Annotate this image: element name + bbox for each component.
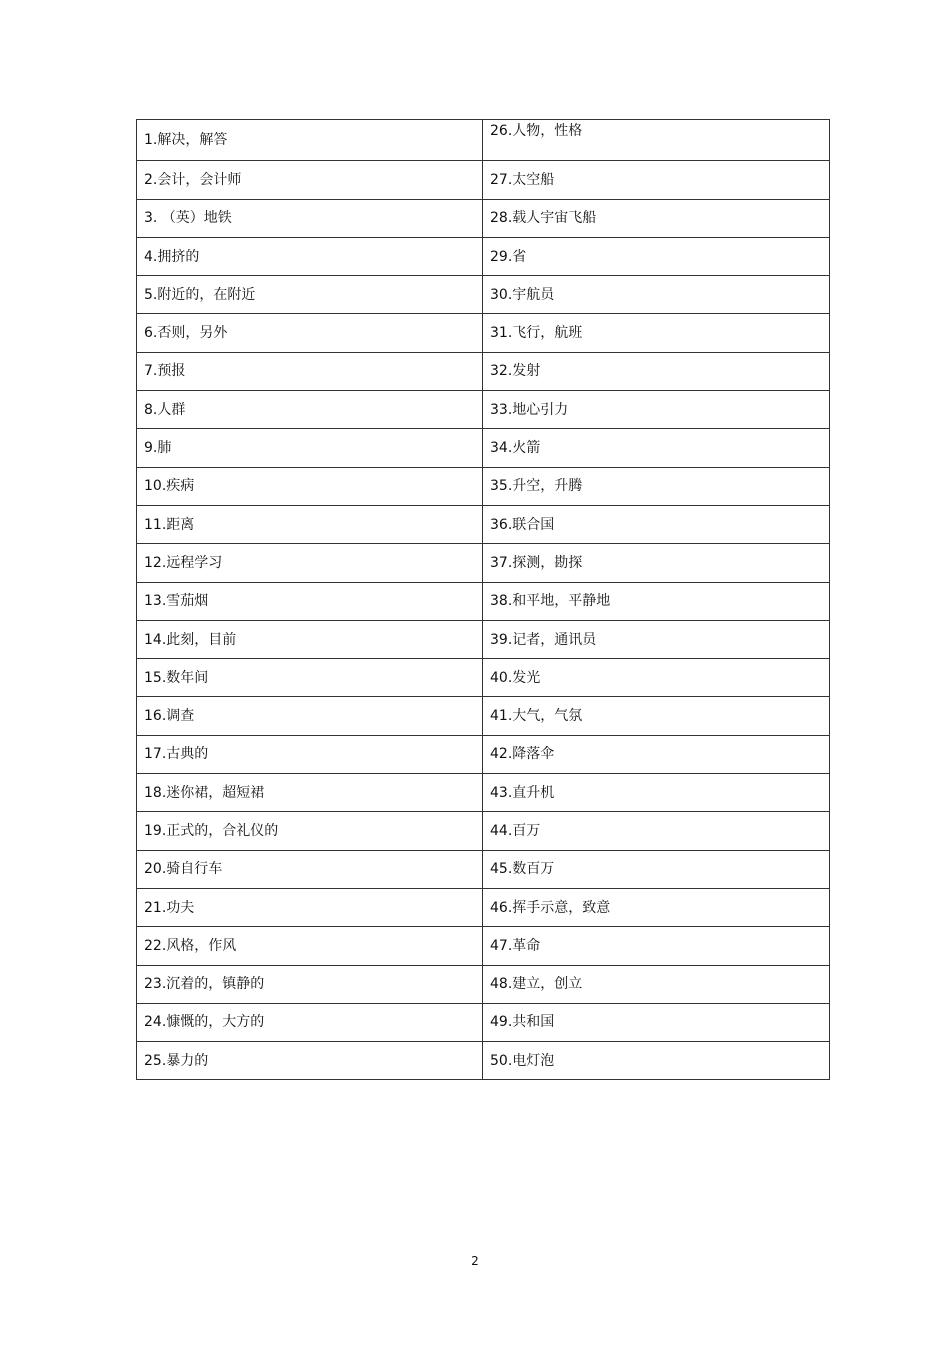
vocab-cell-right: 42.降落伞 (483, 735, 830, 773)
vocab-cell-left: 12.远程学习 (137, 544, 483, 582)
table-row (137, 314, 830, 352)
table-row (137, 659, 830, 697)
vocab-cell-left: 24.慷慨的，大方的 (137, 1003, 483, 1041)
vocab-cell-left: 21.功夫 (137, 888, 483, 926)
vocab-cell-left: 2.会计，会计师 (137, 161, 483, 199)
table-row (137, 1003, 830, 1041)
table-row (137, 161, 830, 199)
vocab-cell-left: 25.暴力的 (137, 1042, 483, 1080)
table-row (137, 850, 830, 888)
vocab-cell-right: 49.共和国 (483, 1003, 830, 1041)
vocab-cell-right: 44.百万 (483, 812, 830, 850)
table-row (137, 120, 830, 161)
vocab-cell-left: 15.数年间 (137, 659, 483, 697)
vocab-cell-left: 13.雪茄烟 (137, 582, 483, 620)
vocab-cell-left: 5.附近的，在附近 (137, 276, 483, 314)
vocab-cell-left: 6.否则，另外 (137, 314, 483, 352)
table-row (137, 391, 830, 429)
table-row (137, 1042, 830, 1080)
vocab-cell-right: 27.太空船 (483, 161, 830, 199)
table-row (137, 429, 830, 467)
vocab-cell-right: 33.地心引力 (483, 391, 830, 429)
vocab-cell-right: 29.省 (483, 237, 830, 275)
vocab-cell-right: 38.和平地，平静地 (483, 582, 830, 620)
vocab-cell-left: 1.解决，解答 (137, 120, 483, 161)
table-row (137, 505, 830, 543)
vocab-cell-left: 20.骑自行车 (137, 850, 483, 888)
vocab-cell-right: 35.升空，升腾 (483, 467, 830, 505)
table-row (137, 467, 830, 505)
table-row (137, 237, 830, 275)
vocab-cell-left: 3. （英）地铁 (137, 199, 483, 237)
vocab-cell-left: 16.调查 (137, 697, 483, 735)
vocab-cell-left: 19.正式的，合礼仪的 (137, 812, 483, 850)
vocab-cell-right: 26.人物，性格 (483, 120, 830, 161)
vocab-cell-left: 11.距离 (137, 505, 483, 543)
vocabulary-table (136, 119, 830, 1080)
vocab-cell-right: 41.大气，气氛 (483, 697, 830, 735)
vocab-cell-right: 46.挥手示意，致意 (483, 888, 830, 926)
table-row (137, 697, 830, 735)
table-row (137, 812, 830, 850)
table-row (137, 352, 830, 390)
vocab-cell-right: 50.电灯泡 (483, 1042, 830, 1080)
table-row (137, 620, 830, 658)
table-row (137, 544, 830, 582)
vocab-cell-left: 10.疾病 (137, 467, 483, 505)
vocab-cell-right: 28.载人宇宙飞船 (483, 199, 830, 237)
vocab-cell-right: 30.宇航员 (483, 276, 830, 314)
vocab-cell-left: 8.人群 (137, 391, 483, 429)
vocab-cell-left: 18.迷你裙，超短裙 (137, 774, 483, 812)
vocab-cell-right: 36.联合国 (483, 505, 830, 543)
vocab-cell-left: 9.肺 (137, 429, 483, 467)
vocab-cell-right: 47.革命 (483, 927, 830, 965)
vocab-cell-left: 23.沉着的，镇静的 (137, 965, 483, 1003)
vocab-cell-right: 34.火箭 (483, 429, 830, 467)
vocab-cell-left: 4.拥挤的 (137, 237, 483, 275)
table-row (137, 927, 830, 965)
vocab-cell-right: 31.飞行，航班 (483, 314, 830, 352)
vocab-cell-left: 7.预报 (137, 352, 483, 390)
table-row (137, 582, 830, 620)
vocab-cell-right: 39.记者，通讯员 (483, 620, 830, 658)
vocab-cell-right: 32.发射 (483, 352, 830, 390)
table-row (137, 199, 830, 237)
vocabulary-table-body (137, 120, 830, 1080)
vocab-cell-left: 22.风格，作风 (137, 927, 483, 965)
table-row (137, 774, 830, 812)
vocab-cell-left: 14.此刻，目前 (137, 620, 483, 658)
page-number: 2 (471, 1254, 479, 1268)
vocab-cell-right: 45.数百万 (483, 850, 830, 888)
vocab-cell-left: 17.古典的 (137, 735, 483, 773)
vocab-cell-right: 43.直升机 (483, 774, 830, 812)
vocab-cell-right: 40.发光 (483, 659, 830, 697)
table-row (137, 888, 830, 926)
table-row (137, 276, 830, 314)
vocab-cell-right: 37.探测，勘探 (483, 544, 830, 582)
table-row (137, 965, 830, 1003)
vocab-cell-right: 48.建立，创立 (483, 965, 830, 1003)
table-row (137, 735, 830, 773)
